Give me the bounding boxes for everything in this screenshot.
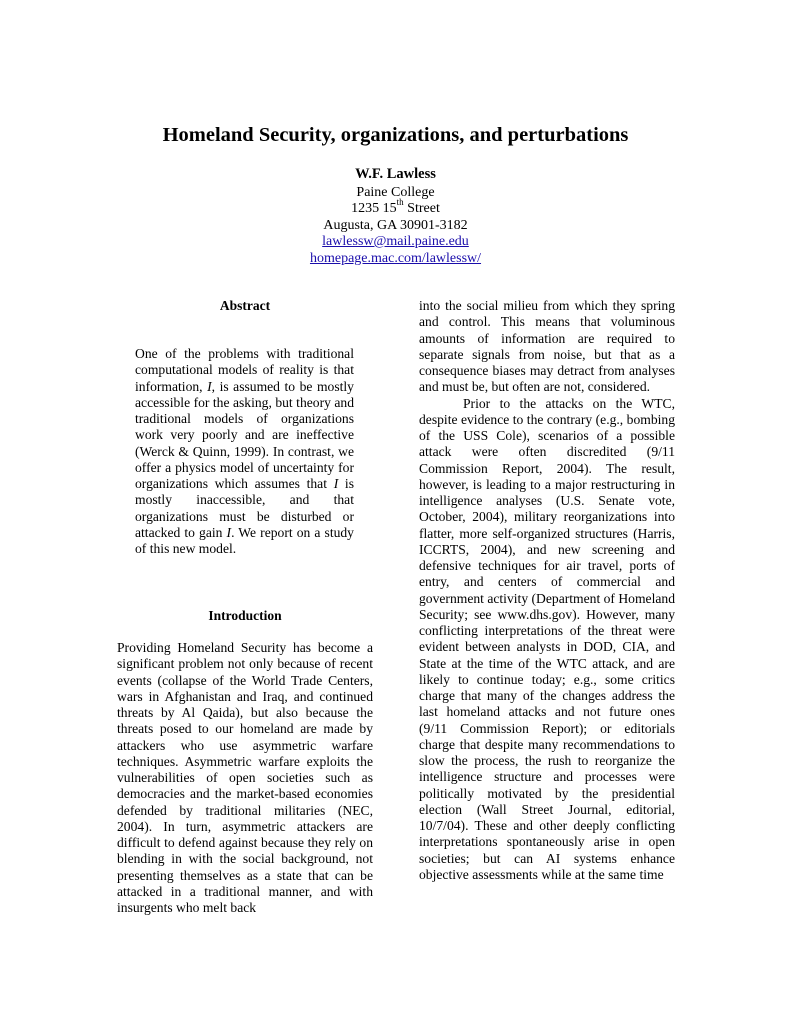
street-number: 1235 15	[351, 201, 397, 216]
paper-title: Homeland Security, organizations, and perturbations	[162, 124, 629, 146]
abstract-text-b: , is assumed to be mostly accessible for the asking, but theory and traditional models of organizations work very poorly and are ineffective (Werck & Quinn, 1999). In contrast, we offer a physics model of uncertainty for organizations which assumes that	[135, 378, 354, 491]
abstract-text-d: . We report on a study of this new model.	[135, 524, 354, 556]
intro-paragraph-1: Providing Homeland Security has become a significant problem not only because of recent events (collapse of the World Trade Centers, wars in Afghanistan and Iraq, and continued threats by Al Qaida), but also because the threats posed to our homeland are made by attackers who use asymmetric warfare techniques. Asymmetric warfare exploits the vulnerabilities of open societies such as democracies and the market-based economies defended by traditional militaries (NEC, 2004). In turn, asymmetric attackers are difficult to defend against because they rely on blending in with the social background, not presenting themselves as a state that can be attacked in a traditional manner, and with insurgents who melt back	[117, 640, 373, 915]
author-homepage-link[interactable]: homepage.mac.com/lawlessw/	[309, 250, 482, 266]
right-column	[419, 298, 675, 883]
author-street	[0, 197, 791, 218]
abstract-heading: Abstract	[219, 298, 271, 313]
abstract-var-i-3: I	[226, 524, 232, 540]
left-column	[117, 640, 373, 916]
abstract-text-a: One of the problems with traditional computational models of reality is that information,	[135, 346, 354, 394]
abstract-var-i-2: I	[333, 476, 339, 491]
author-city: Augusta, GA 30901-3182	[323, 217, 468, 233]
author-name: W.F. Lawless	[355, 166, 436, 182]
abstract-text	[135, 346, 354, 557]
street-superscript: th	[396, 197, 404, 208]
introduction-heading: Introduction	[208, 608, 282, 623]
author-email-link[interactable]: lawlessw@mail.paine.edu	[322, 234, 469, 249]
street-name: Street	[403, 201, 440, 216]
author-affiliation: Paine College	[356, 184, 435, 200]
right-paragraph-1: into the social milieu from which they spring and control. This means that voluminous amounts of information are required to separate signals from noise, but that as a consequence biases may detract from analyses and must be, but often are not, considered.	[419, 298, 675, 395]
abstract-var-i-1: I	[207, 378, 212, 394]
abstract-text-c: is mostly inaccessible, and that organizations must be disturbed or attacked to gain	[135, 476, 354, 540]
right-paragraph-2: Prior to the attacks on the WTC, despite evidence to the contrary (e.g., bombing of the USS Cole), scenarios of a possible attack were often discredited (9/11 Commission Report, 2004). The result, however, is leading to a major restructuring in intelligence analyses (U.S. Senate vote, October, 2004), military reorganizations into flatter, more self-organized structures (Harris, ICCRTS, 2004), and new screening and defensive techniques for air travel, ports of entry, and centers of commercial and government activity (Department of Homeland Security; see www.dhs.gov). However, many conflicting interpretations of the threat were evident between analysts in DOD, CIA, and State at the time of the WTC attack, and are likely to continue today; e.g., some critics charge that many of the changes address the last homeland attacks and not future ones (9/11 Commission Report); or editorials charge that despite many recommendations to slow the process, the rush to reorganize the intelligence structure and processes were politically motivated by the presidential election (Wall Street Journal, editorial, 10/7/04). These and other deeply conflicting interpretations spontaneously arise in open societies; but can AI systems enhance objective assessments while at the same time	[419, 395, 675, 882]
author-block	[0, 166, 791, 267]
